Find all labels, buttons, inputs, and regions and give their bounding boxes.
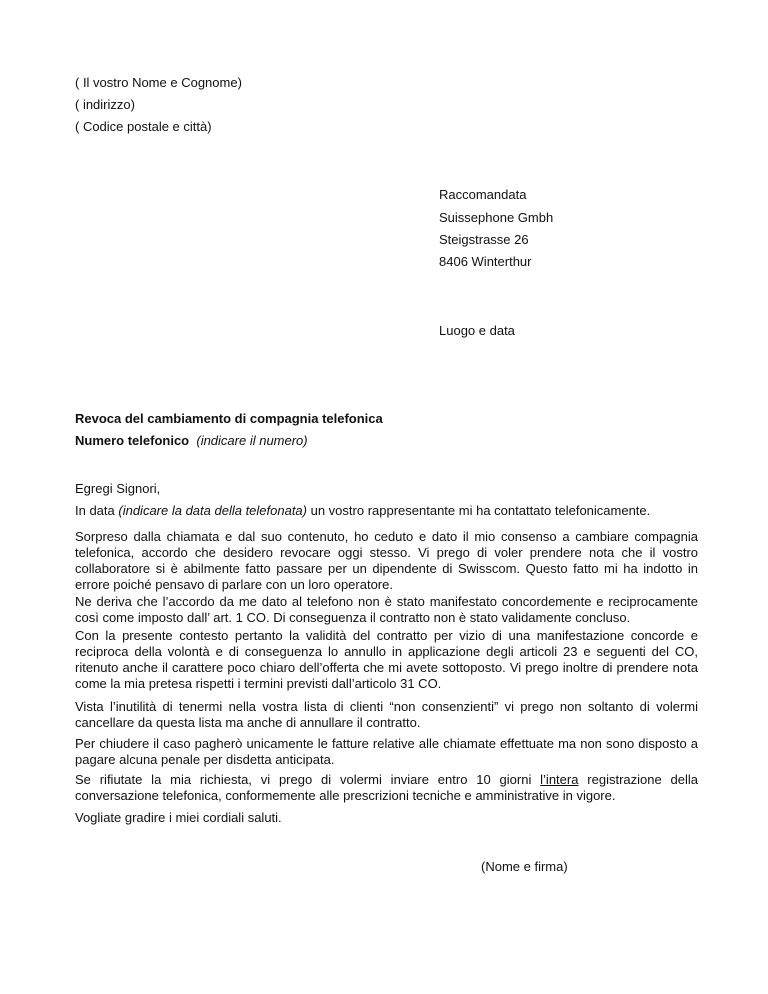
- recipient-city: 8406 Winterthur: [439, 254, 532, 269]
- p1-date-hint: (indicare la data della telefonata): [118, 503, 307, 518]
- p7-underlined: l’intera: [540, 772, 579, 787]
- p7-prefix: Se rifiutate la mia richiesta, vi prego di volermi inviare entro 10 giorni: [75, 772, 541, 787]
- number-hint: (indicare il numero): [196, 433, 308, 448]
- paragraph-4: Con la presente contesto pertanto la validità del contratto per vizio di una manifestazione concorde e reciproca della volontà e di conseguenza lo annullo in applicazione degli articoli 23 e seguenti del CO, ritenuto anche il carattere poco chiaro dell’offerta che mi avete sottoposto. Vi prego inoltre di prendere nota come la mia pretesa rispetti i termini previsti dall’articolo 31 CO.: [75, 628, 698, 691]
- paragraph-5: Vista l’inutilità di tenermi nella vostra lista di clienti “non consenzienti” vi prego non soltanto di volermi cancellare da questa lista ma anche di annullare il contratto.: [75, 699, 698, 730]
- number-label: Numero telefonico: [75, 433, 190, 448]
- paragraph-8: Vogliate gradire i miei cordiali saluti.: [75, 810, 282, 825]
- signature: (Nome e firma): [481, 859, 568, 874]
- p1-suffix: un vostro rappresentante mi ha contattato telefonicamente.: [307, 503, 651, 518]
- subject-number: [75, 433, 308, 449]
- paragraph-1: [75, 503, 698, 519]
- p1-prefix: In data: [75, 503, 119, 518]
- place-date: Luogo e data: [439, 323, 515, 338]
- recipient-street: Steigstrasse 26: [439, 232, 529, 247]
- paragraph-7: [75, 772, 698, 804]
- paragraph-3: Ne deriva che l’accordo da me dato al telefono non è stato manifestato concordemente e reciprocamente così come imposto dall’ art. 1 CO. Di conseguenza il contratto non è stato validamente concluso.: [75, 594, 698, 625]
- salutation: Egregi Signori,: [75, 481, 161, 496]
- subject-title: Revoca del cambiamento di compagnia telefonica: [75, 411, 383, 426]
- sender-address: ( indirizzo): [75, 97, 135, 112]
- paragraph-6: Per chiudere il caso pagherò unicamente le fatture relative alle chiamate effettuate ma non sono disposto a pagare alcuna penale per disdetta anticipata.: [75, 736, 698, 767]
- p7-suffix: registrazione della conversazione telefonica, conformemente alle prescrizioni tecniche e amministrative in vigore.: [75, 772, 698, 803]
- recipient-method: Raccomandata: [439, 187, 527, 202]
- sender-city: ( Codice postale e città): [75, 119, 212, 134]
- sender-name: ( Il vostro Nome e Cognome): [75, 75, 242, 90]
- paragraph-2: Sorpreso dalla chiamata e dal suo contenuto, ho ceduto e dato il mio consenso a cambiare compagnia telefonica, accordo che desidero revocare oggi stesso. Vi prego di voler prendere nota che il vostro collaboratore si è abilmente fatto passare per un dipendente di Swisscom. Questo fatto mi ha indotto in errore poiché pensavo di parlare con un loro operatore.: [75, 529, 698, 592]
- recipient-company: Suissephone Gmbh: [439, 210, 554, 225]
